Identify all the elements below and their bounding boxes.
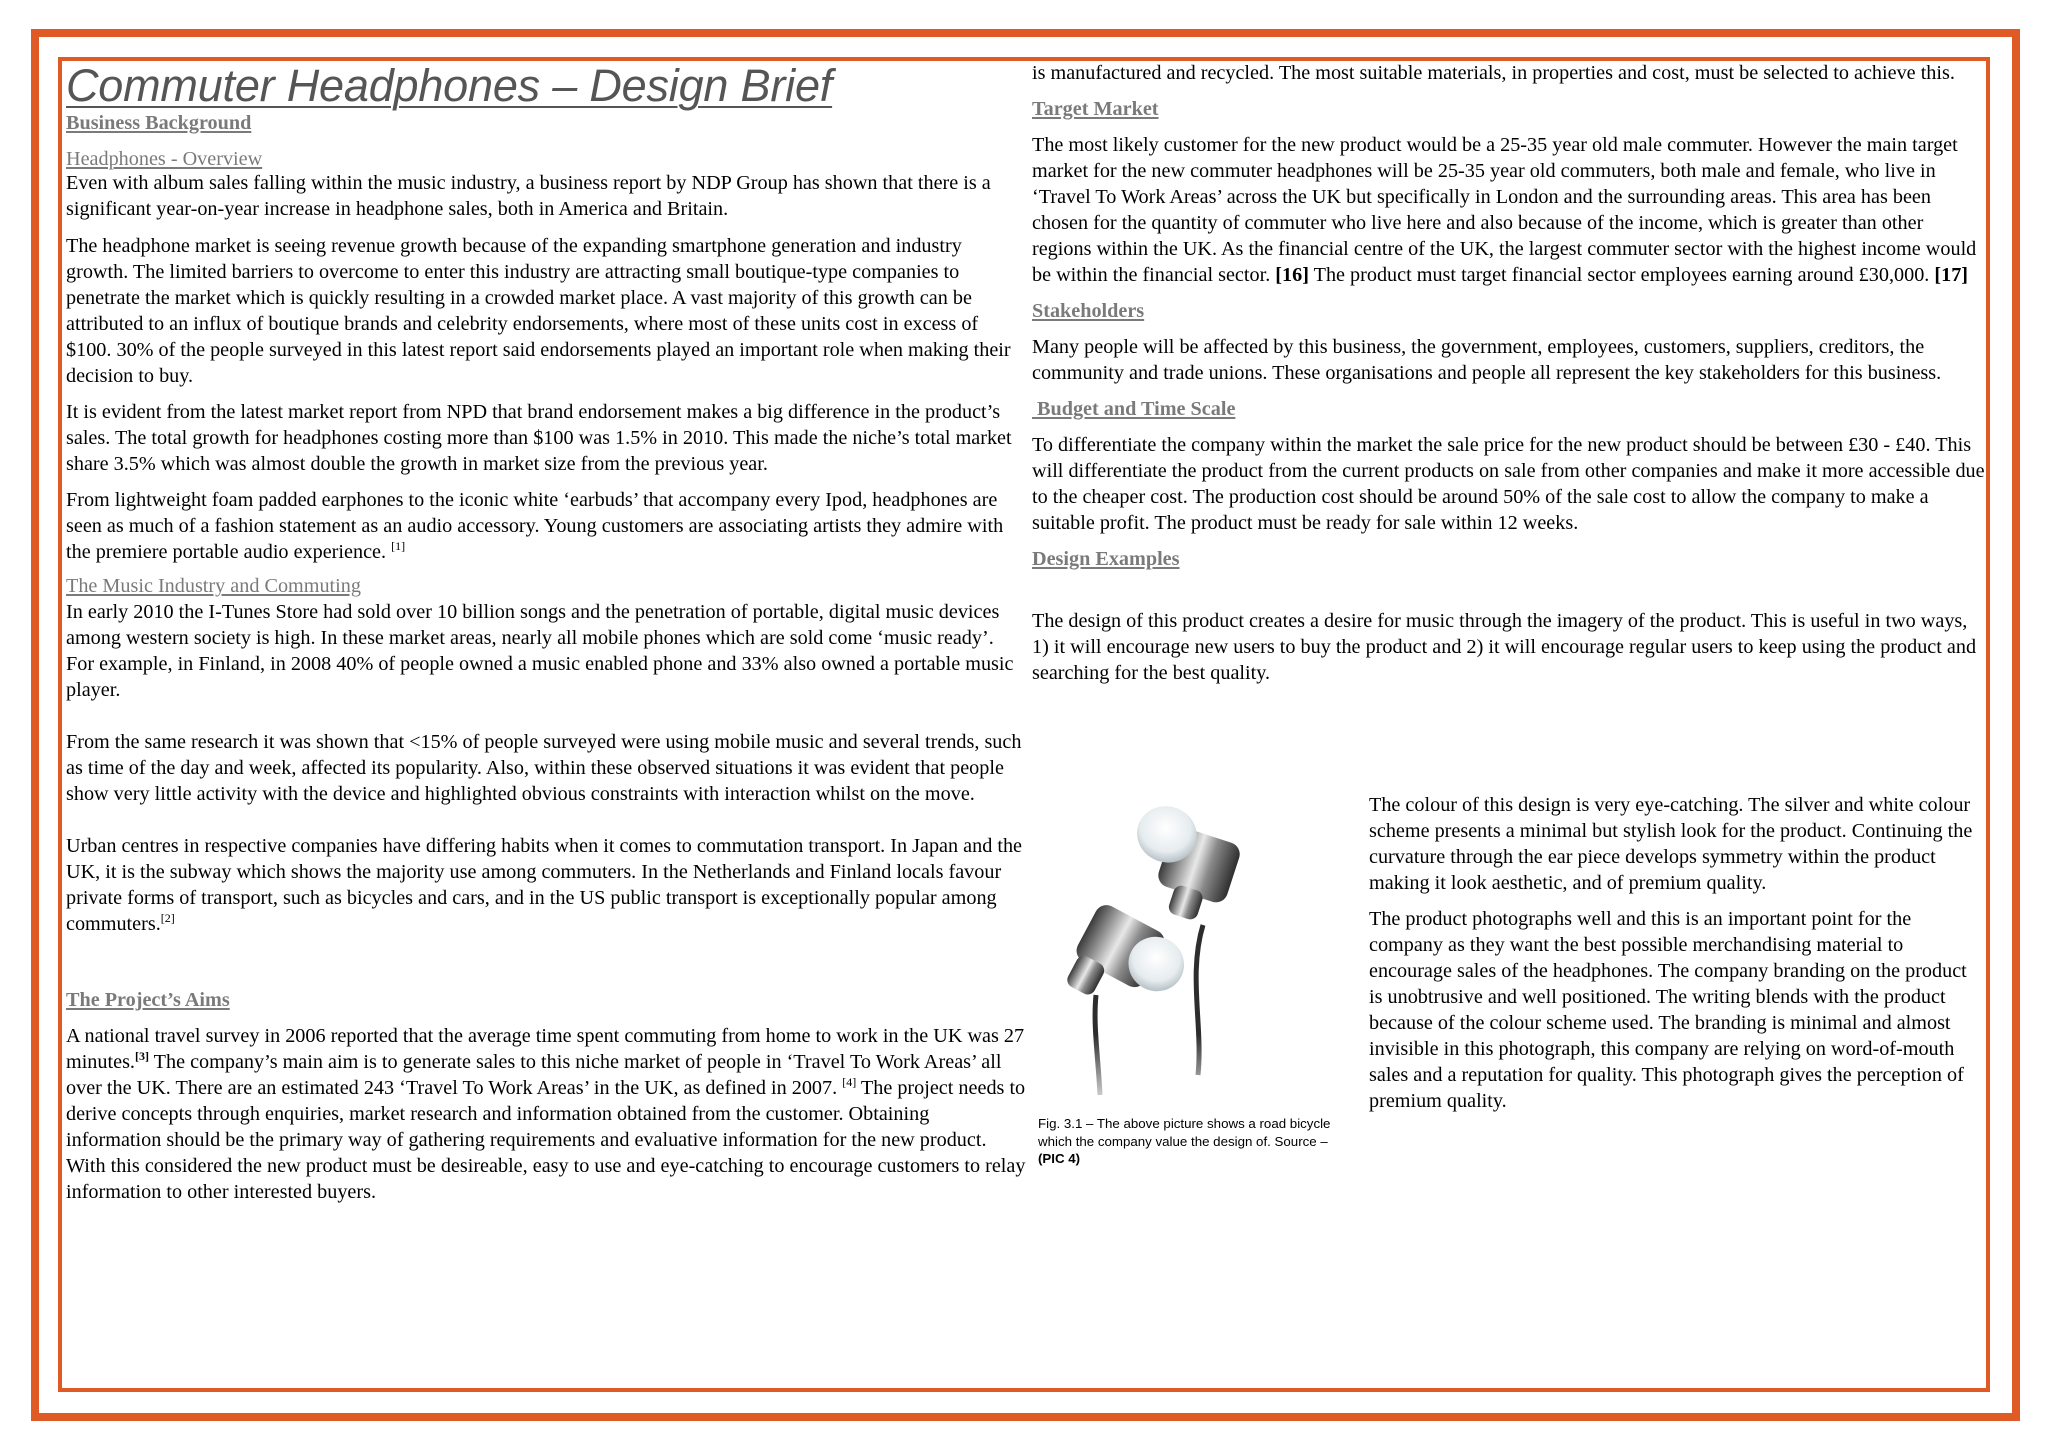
photograph-paragraph: The product photographs well and this is an important point for the company as they want the best possible merchandising material to encourage sales of the headphones. The company branding on the product is unobtrusive and well positioned. The writing blends with the product because of the colour scheme used. The branding is minimal and almost invisible in this photograph, this company are relying on word-of-mouth sales and a reputation for quality. This photograph gives the perception of premium quality. xyxy=(1369,908,1967,1112)
headphones-overview-heading: Headphones - Overview xyxy=(66,148,263,170)
overview-paragraph-1: Even with album sales falling within the music industry, a business report by NDP Group has shown that there is a significant year-on-year increase in headphone sales, both in America and Britain. xyxy=(66,172,991,220)
earphones-photo xyxy=(1038,775,1338,1115)
colour-paragraph: The colour of this design is very eye-catching. The silver and white colour scheme presents a minimal but stylish look for the product. Continuing the curvature through the ear piece develops symmetry within the product making it look aesthetic, and of premium quality. xyxy=(1369,794,1973,894)
aims-paragraph: A national travel survey in 2006 reported that the average time spent commuting from home to work in the UK was 27 minutes.[3] The company’s main aim is to generate sales to this niche market of people in ‘Travel To Work Areas’ all over the UK. There are an estimated 243 ‘Travel To Work Areas’ in the UK, as defined in 2007. [4] The project needs to derive concepts through enquiries, market research and information obtained from the customer. Obtaining information should be the primary way of gathering requirements and evaluative information for the new product. With this considered the new product must be desireable, easy to use and eye-catching to encourage customers to relay information to other interested buyers. xyxy=(66,1025,1026,1203)
design-analysis-text xyxy=(1369,792,1979,1114)
design-paragraph: The design of this product creates a desire for music through the imagery of the product. This is useful in two ways, 1) it will encourage new users to buy the product and 2) it will encourage regular users to keep using the product and searching for the best quality. xyxy=(1032,610,1977,684)
music-industry-heading: The Music Industry and Commuting xyxy=(66,575,361,597)
target-market-heading: Target Market xyxy=(1032,98,1159,120)
project-aims-heading: The Project’s Aims xyxy=(66,989,230,1011)
figure-caption: Fig. 3.1 – The above picture shows a road bicycle which the company value the design of. Source – (PIC 4) xyxy=(1038,1116,1331,1166)
music-paragraph-2: From the same research it was shown that <15% of people surveyed were using mobile music and several trends, such as time of the day and week, affected its popularity. Also, within these observed situations it was evident that people show very little activity with the device and highlighted obvious constraints with interaction whilst on the move. xyxy=(66,731,1022,805)
left-column xyxy=(66,60,1026,1205)
target-market-paragraph: The most likely customer for the new product would be a 25-35 year old male commuter. However the main target market for the new commuter headphones will be 25-35 year old commuters, both male and female, who live in ‘Travel To Work Areas’ across the UK but specifically in London and the surrounding areas. This area has been chosen for the quantity of commuter who live here and also because of the income, which is greater than other regions within the UK. As the financial centre of the UK, the largest commuter sector with the highest income would be within the financial sector. [16] The product must target financial sector employees earning around £30,000. [17] xyxy=(1032,134,1977,286)
overview-paragraph-3: It is evident from the latest market report from NPD that brand endorsement makes a big difference in the product’s sales. The total growth for headphones costing more than $100 was 1.5% in 2010. This made the niche’s total market share 3.5% which was almost double the growth in market size from the previous year. xyxy=(66,401,1012,475)
business-background-heading: Business Background xyxy=(66,112,252,134)
earphones-image xyxy=(1038,775,1338,1115)
music-paragraph-3: Urban centres in respective companies have differing habits when it comes to commutation transport. In Japan and the UK, it is the subway which shows the majority use among commuters. In the Netherlands and Finland locals favour private forms of transport, such as bicycles and cars, and in the US public transport is exceptionally popular among commuters.[2] xyxy=(66,835,1022,935)
budget-heading: Budget and Time Scale xyxy=(1032,398,1236,420)
document-title: Commuter Headphones – Design Brief xyxy=(66,60,833,111)
budget-paragraph: To differentiate the company within the market the sale price for the new product should be between £30 - £40. This will differentiate the product from the current products on sale from other companies and make it more accessible due to the cheaper cost. The production cost should be around 50% of the sale cost to allow the company to make a suitable profit. The product must be ready for sale within 12 weeks. xyxy=(1032,434,1985,534)
overview-paragraph-4: From lightweight foam padded earphones to the iconic white ‘earbuds’ that accompany every Ipod, headphones are seen as much of a fashion statement as an audio accessory. Young customers are associating artists they admire with the premiere portable audio experience. [1] xyxy=(66,489,1004,563)
caption-source: (PIC 4) xyxy=(1038,1151,1081,1166)
materials-continuation: is manufactured and recycled. The most suitable materials, in properties and cost, must be selected to achieve this. xyxy=(1032,62,1955,84)
reference-2: [2] xyxy=(160,911,175,925)
reference-1: [1] xyxy=(391,539,406,553)
reference-16: [16] xyxy=(1275,264,1309,286)
reference-3: [3] xyxy=(134,1049,149,1063)
stakeholders-paragraph: Many people will be affected by this business, the government, employees, customers, suppliers, creditors, the community and trade unions. These organisations and people all represent the key stakeholders for this business. xyxy=(1032,336,1942,384)
reference-17: [17] xyxy=(1934,264,1969,286)
stakeholders-heading: Stakeholders xyxy=(1032,300,1145,322)
music-paragraph-1: In early 2010 the I-Tunes Store had sold over 10 billion songs and the penetration of portable, digital music devices among western society is high. In these market areas, nearly all mobile phones which are sold come ‘music ready’. For example, in Finland, in 2008 40% of people owned a music enabled phone and 33% also owned a portable music player. xyxy=(66,601,1014,701)
right-column xyxy=(1032,60,1987,686)
reference-4: [4] xyxy=(842,1075,857,1089)
design-examples-heading: Design Examples xyxy=(1032,548,1180,570)
overview-paragraph-2: The headphone market is seeing revenue growth because of the expanding smartphone generation and industry growth. The limited barriers to overcome to enter this industry are attracting small boutique-type companies to penetrate the market which is quickly resulting in a crowded market place. A vast majority of this growth can be attributed to an influx of boutique brands and celebrity endorsements, where most of these units cost in excess of $100. 30% of the people surveyed in this latest report said endorsements played an important role when making their decision to buy. xyxy=(66,235,1011,387)
